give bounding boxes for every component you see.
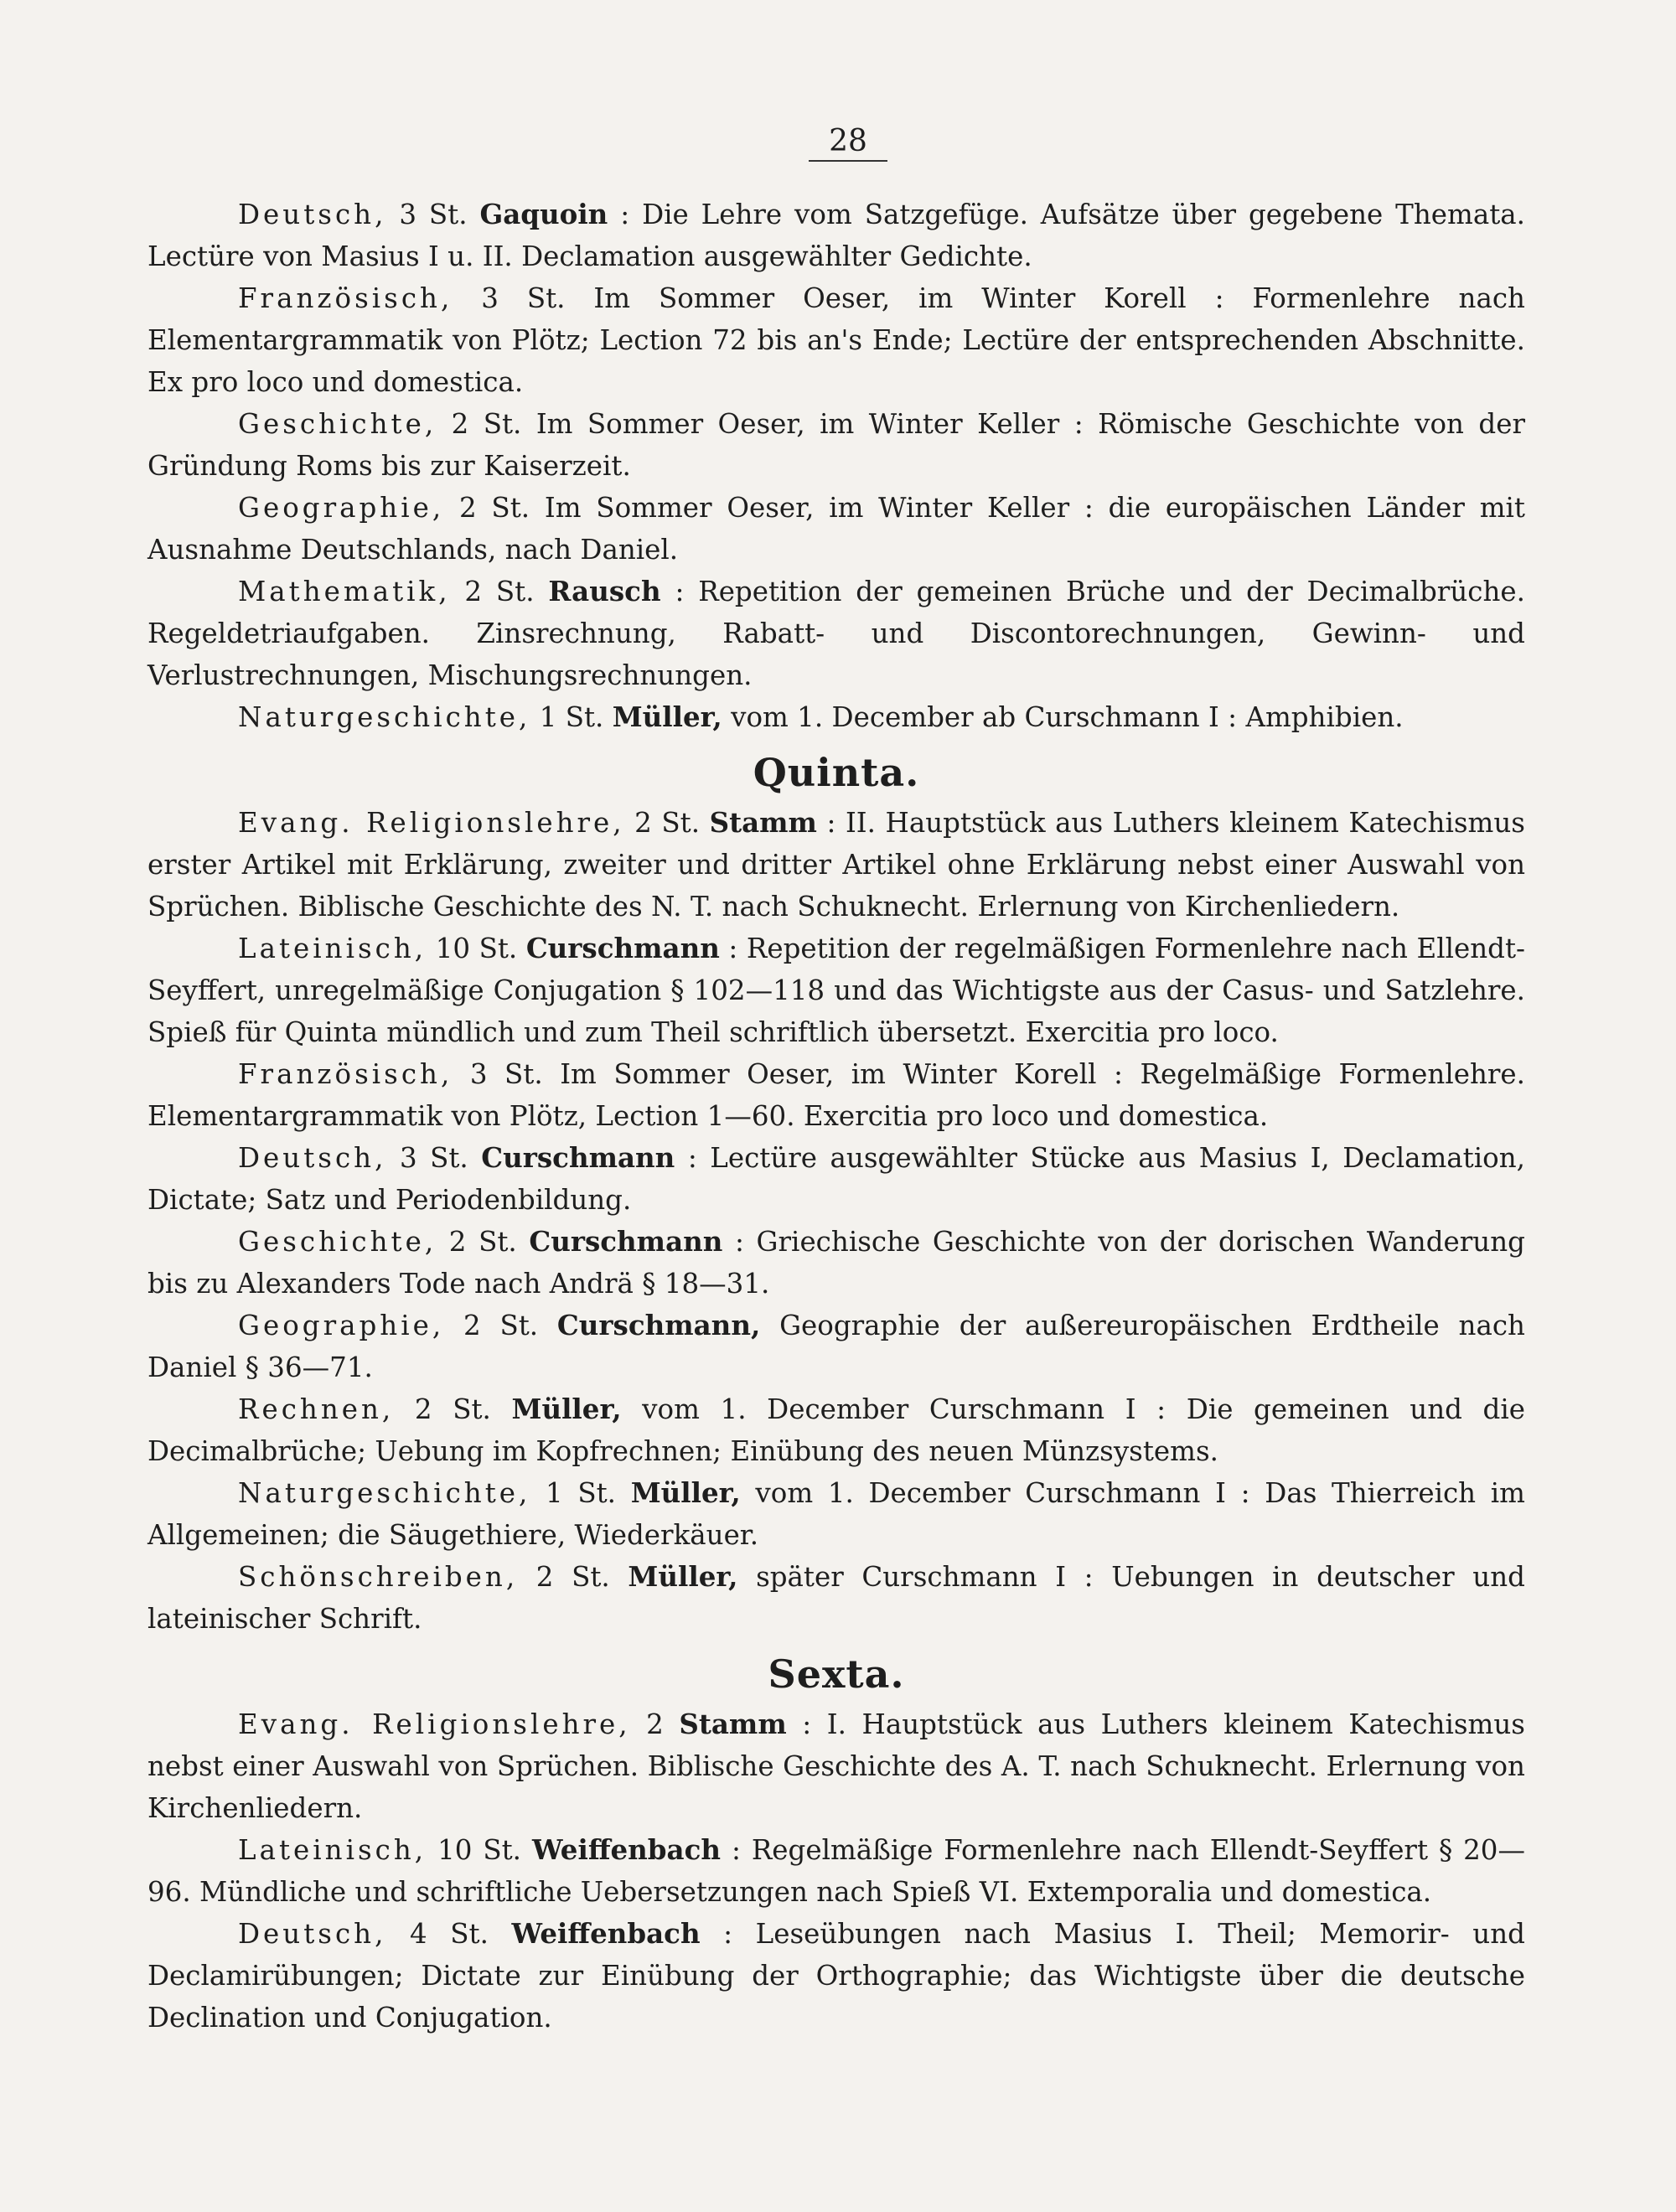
page-number: 28 — [171, 124, 1525, 162]
course-entry — [147, 194, 1525, 277]
teacher-name: Müller, — [511, 1393, 622, 1425]
subject-name: Rechnen, — [238, 1393, 395, 1425]
course-description: : II. Hauptstück aus Luthers kleinem Katechismus erster Artikel mit Erklärung, zweiter und dritter Artikel ohne Erklärung nebst einer Auswahl von Sprüchen. Biblische Geschichte des N. T. nach Schuknecht. Erlernung von Kirchenliedern. — [147, 807, 1525, 923]
course-entry — [147, 487, 1525, 571]
subject-name: Evang. Religionslehre, — [238, 807, 625, 839]
hours-per-week: 2 St. — [458, 492, 530, 524]
course-entry — [147, 1137, 1525, 1221]
course-entry — [147, 928, 1525, 1053]
teacher-name: Stamm — [709, 806, 817, 839]
hours-per-week: 3 St. — [399, 199, 468, 230]
course-description: : Lectüre ausgewählter Stücke aus Masius I, Declamation, Dictate; Satz und Periodenbildung. — [147, 1142, 1525, 1216]
hours-per-week: 3 St. — [399, 1142, 468, 1174]
course-entry — [147, 1305, 1525, 1388]
subject-name: Französisch, — [238, 1058, 453, 1090]
subject-name: Deutsch, — [238, 1142, 387, 1174]
hours-per-week: 4 St. — [410, 1918, 489, 1950]
document-body — [147, 194, 1525, 2039]
course-entry — [147, 1388, 1525, 1472]
course-entry — [147, 277, 1525, 403]
course-description: vom 1. December Curschmann I : Die gemeinen und die Decimalbrüche; Uebung im Kopfrechnen; Einübung des neuen Münzsystems. — [147, 1393, 1525, 1467]
hours-per-week: 2 St. — [634, 807, 701, 839]
course-description: vom 1. December ab Curschmann I : Amphibien. — [731, 701, 1404, 733]
teacher-name: Müller, — [612, 700, 722, 733]
subject-name: Schönschreiben, — [238, 1561, 519, 1593]
hours-per-week: 2 St. — [451, 408, 522, 440]
course-entry — [147, 403, 1525, 487]
subject-name: Evang. Religionslehre, — [238, 1708, 631, 1740]
hours-per-week: 3 St. — [469, 1058, 543, 1090]
subject-name: Geschichte, — [238, 408, 437, 440]
teacher-name: Curschmann, — [556, 1309, 761, 1341]
course-entry — [147, 696, 1525, 738]
hours-per-week: 2 St. — [464, 576, 535, 607]
section-title: Quinta. — [753, 750, 920, 795]
subject-name: Naturgeschichte, — [238, 701, 531, 733]
course-description: später Curschmann I : Uebungen in deutscher und lateinischer Schrift. — [147, 1561, 1525, 1635]
hours-per-week: 3 St. — [481, 282, 566, 314]
course-description: Im Sommer Oeser, im Winter Keller : die europäischen Länder mit Ausnahme Deutschlands, nach Daniel. — [147, 492, 1525, 566]
course-entry — [147, 1556, 1525, 1640]
hours-per-week: 10 St. — [435, 933, 518, 964]
course-description: : Leseübungen nach Masius I. Theil; Memorir- und Declamirübungen; Dictate zur Einübung der Orthographie; das Wichtigste über die deutsche Declination und Conjugation. — [147, 1918, 1525, 2034]
teacher-name: Gaquoin — [479, 198, 608, 230]
hours-per-week: 2 St. — [535, 1561, 610, 1593]
subject-name: Deutsch, — [238, 199, 387, 230]
course-description: : Griechische Geschichte von der dorischen Wanderung bis zu Alexanders Tode nach Andrä § 18—31. — [147, 1226, 1525, 1300]
course-description: : Regelmäßige Formenlehre nach Ellendt-Seyffert § 20—96. Mündliche und schriftliche Uebersetzungen nach Spieß VI. Extemporalia und domestica. — [147, 1834, 1525, 1908]
course-description: vom 1. December Curschmann I : Das Thierreich im Allgemeinen; die Säugethiere, Wiederkäuer. — [147, 1477, 1525, 1551]
course-description: : Repetition der regelmäßigen Formenlehre nach Ellendt-Seyffert, unregelmäßige Conjugation § 102—118 und das Wichtigste aus der Casus- und Satzlehre. Spieß für Quinta mündlich und zum Theil schriftlich übersetzt. Exercitia pro loco. — [147, 933, 1526, 1048]
course-entry — [147, 571, 1525, 696]
hours-per-week: 1 St. — [546, 1477, 617, 1509]
subject-name: Geographie, — [238, 492, 445, 524]
course-entry — [147, 1053, 1525, 1137]
course-entry — [147, 1703, 1525, 1829]
teacher-name: Rausch — [548, 575, 661, 607]
teacher-name: Müller, — [628, 1560, 738, 1593]
teacher-name: Curschmann — [481, 1141, 675, 1174]
hours-per-week: 2 St. — [414, 1393, 491, 1425]
subject-name: Naturgeschichte, — [238, 1477, 531, 1509]
teacher-name: Curschmann — [525, 932, 720, 964]
course-description: Im Sommer Oeser, im Winter Keller : Römische Geschichte von der Gründung Roms bis zur Kaiserzeit. — [147, 408, 1525, 482]
subject-name: Deutsch, — [238, 1918, 387, 1950]
subject-name: Mathematik, — [238, 576, 451, 607]
subject-name: Lateinisch, — [238, 1834, 427, 1866]
course-entry — [147, 1913, 1525, 2039]
course-description: : Repetition der gemeinen Brüche und der Decimalbrüche. Regeldetriaufgaben. Zinsrechnung, Rabatt- und Discontorechnungen, Gewinn- und Verlustrechnungen, Mischungsrechnungen. — [147, 576, 1525, 691]
hours-per-week: 2 St. — [463, 1310, 539, 1341]
teacher-name: Curschmann — [529, 1225, 723, 1258]
course-description: Geographie der außereuropäischen Erdtheile nach Daniel § 36—71. — [147, 1310, 1525, 1383]
subject-name: Geschichte, — [238, 1226, 437, 1258]
section-title: Sexta. — [768, 1651, 905, 1697]
teacher-name: Weiffenbach — [511, 1917, 701, 1950]
teacher-name: Weiffenbach — [531, 1833, 722, 1866]
course-description: Im Sommer Oeser, im Winter Korell : Formenlehre nach Elementargrammatik von Plötz; Lection 72 bis an's Ende; Lectüre der entsprechenden Abschnitte. Ex pro loco und domestica. — [147, 282, 1525, 398]
hours-per-week: 1 St. — [539, 701, 604, 733]
course-description: : Die Lehre vom Satzgefüge. Aufsätze über gegebene Themata. Lectüre von Masius I u. II. Declamation ausgewählter Gedichte. — [147, 199, 1525, 272]
teacher-name: Stamm — [679, 1708, 787, 1740]
course-entry — [147, 802, 1525, 928]
subject-name: Französisch, — [238, 282, 453, 314]
course-description: : I. Hauptstück aus Luthers kleinem Katechismus nebst einer Auswahl von Sprüchen. Biblische Geschichte des A. T. nach Schuknecht. Erlernung von Kirchenliedern. — [147, 1708, 1525, 1824]
subject-name: Geographie, — [238, 1310, 445, 1341]
hours-per-week: 10 St. — [437, 1834, 522, 1866]
hours-per-week: 2 — [646, 1708, 664, 1740]
course-entry — [147, 1829, 1525, 1913]
course-entry — [147, 1221, 1525, 1305]
hours-per-week: 2 St. — [448, 1226, 517, 1258]
course-entry — [147, 1472, 1525, 1556]
course-description: Im Sommer Oeser, im Winter Korell : Regelmäßige Formenlehre. Elementargrammatik von Plötz, Lection 1—60. Exercitia pro loco und domestica. — [147, 1058, 1525, 1132]
teacher-name: Müller, — [630, 1476, 741, 1509]
subject-name: Lateinisch, — [238, 933, 427, 964]
